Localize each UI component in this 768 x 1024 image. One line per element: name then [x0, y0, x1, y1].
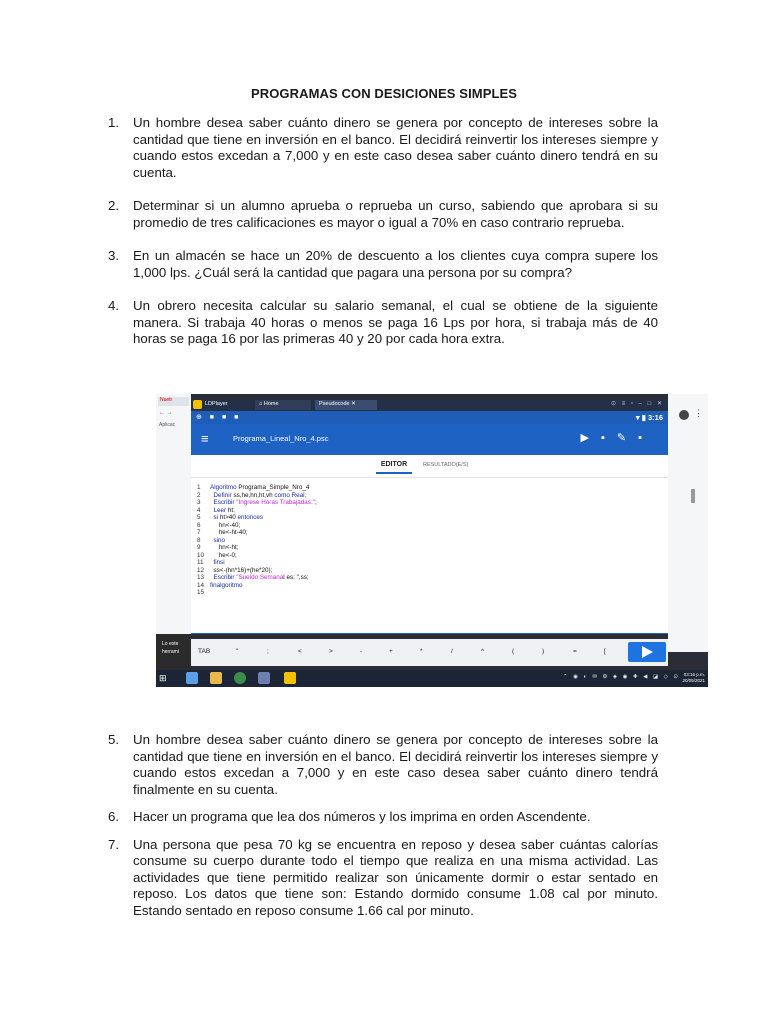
code-line	[197, 514, 317, 522]
clock-time: 03:16 p.m.	[683, 672, 705, 677]
key-button[interactable]: <	[298, 648, 302, 655]
code-token: finsi	[213, 559, 225, 566]
code-lines	[197, 484, 317, 597]
code-token: he<-ht-40;	[218, 529, 248, 536]
problem-text: Determinar si un alumno aprueba o reprueba un curso, sabiendo que aprobara si su promedio de tres calificaciones es mayor o igual a 70% en caso contrario reprueba.	[133, 198, 658, 230]
line-number: 8	[197, 536, 201, 544]
line-number: 10	[197, 551, 205, 559]
code-line	[197, 537, 317, 545]
background-browser	[156, 394, 191, 652]
code-line	[197, 567, 317, 575]
problem-number: 5.	[108, 732, 120, 747]
line-number: 7	[197, 529, 201, 536]
browser-apps-label: Aplicac	[159, 422, 176, 428]
problem-text: Un hombre desea saber cuánto dinero se genera por concepto de intereses sobre la cantidad que tiene en inversión en el banco. El decidirá reinvertir los intereses siempre y cuando estos excedan a 7,000 y en este caso desea saber cuánto dinero tendrá en su cuenta.	[133, 115, 658, 180]
line-number: 5	[197, 514, 201, 521]
code-token: Leer	[213, 506, 228, 514]
app-bar	[191, 424, 668, 455]
code-token: ss<-(hn*16)+(he*20);	[213, 566, 273, 574]
line-number: 11	[197, 559, 204, 566]
scrollbar	[691, 489, 695, 503]
emulator-titlebar	[191, 399, 668, 411]
line-number: 1	[197, 484, 201, 491]
background-browser-right	[668, 394, 708, 652]
code-line	[197, 589, 317, 597]
key-button[interactable]: ;	[267, 648, 269, 655]
line-number: 13	[197, 574, 205, 581]
key-button[interactable]: )	[542, 648, 545, 655]
problem-item	[108, 248, 658, 281]
code-token: hn<-ht;	[218, 544, 239, 551]
file-name: Programa_Lineal_Nro_4.psc	[233, 434, 329, 443]
problem-text: Un hombre desea saber cuánto dinero se genera por concepto de intereses sobre la cantidad que tiene en inversión en el banco. El decidirá reinvertir los intereses siempre y cuando estos excedan a 7,000 y en este caso desea saber cuánto dinero tendrá finalmente en su cuenta.	[133, 732, 658, 797]
problem-text: Un obrero necesita calcular su salario semanal, el cual se obtiene de la siguiente manera. Si trabaja 40 horas o menos se paga 16 Lps por hora, si trabaja más de 40 horas se paga 16 por las primeras 40 y 20 por cada hora extra.	[133, 298, 658, 346]
code-indent	[210, 544, 219, 551]
code-token: entonces	[237, 514, 264, 521]
code-line	[197, 559, 317, 567]
toolbar-actions[interactable]: ▶▪✎▪	[580, 432, 654, 444]
key-button[interactable]: TAB	[198, 648, 211, 655]
avatar	[679, 410, 689, 420]
code-indent	[210, 522, 219, 529]
code-token: Definir	[213, 491, 234, 499]
problem-number: 6.	[108, 809, 120, 824]
windows-taskbar	[156, 670, 708, 687]
menu-icon[interactable]: ≡	[201, 431, 209, 446]
line-number: 4	[197, 506, 201, 514]
tab-pseudocode-label: Pseudocode	[319, 401, 350, 407]
problem-item	[108, 115, 658, 181]
key-button[interactable]: =	[573, 648, 577, 655]
code-token: Algoritmo	[210, 484, 239, 491]
problem-number: 3.	[108, 248, 120, 263]
code-token: como Real;	[274, 491, 307, 499]
line-number: 14	[197, 581, 205, 589]
problem-number: 7.	[108, 836, 120, 852]
key-button[interactable]: +	[389, 648, 393, 655]
browser-nav-arrows: ← →	[159, 410, 173, 416]
problem-list-top	[108, 115, 658, 365]
code-token: ss,he,hn,ht,vh	[233, 491, 275, 499]
problem-item	[108, 298, 658, 348]
status-icons: ⊕ ■ ■ ■	[196, 414, 242, 421]
line-number: 9	[197, 544, 201, 551]
system-tray[interactable]: ⌃ ◉ ◐ ✉ ⚙ ◈ ◉ ✚ ◀ ◪ ◇ ⊙	[563, 674, 680, 680]
editor-underline	[191, 633, 668, 634]
code-line	[197, 492, 317, 500]
problem-item	[108, 837, 658, 920]
code-line	[197, 507, 317, 515]
tab-home[interactable]: ⌂ Home	[255, 400, 311, 410]
problem-number: 4.	[108, 298, 120, 313]
key-button[interactable]: "	[236, 648, 239, 655]
problem-number: 2.	[108, 198, 120, 213]
code-indent	[210, 529, 219, 536]
problem-item	[108, 732, 658, 798]
line-number: 15	[197, 589, 205, 596]
window-controls[interactable]: ⊙ ≡ ▫ – □ ✕	[611, 401, 664, 407]
code-editor[interactable]	[191, 478, 668, 634]
code-line	[197, 529, 317, 537]
code-line	[197, 544, 317, 552]
browser-tab: Nuetr	[158, 397, 189, 406]
key-button[interactable]: (	[512, 648, 515, 655]
line-number: 12	[197, 566, 205, 574]
folder-icon[interactable]	[210, 672, 222, 684]
clock-date: 20/05/2021	[682, 678, 705, 683]
problem-list-bottom	[108, 732, 658, 930]
key-button[interactable]: *	[420, 648, 423, 655]
problem-item	[108, 809, 658, 826]
code-token: l es: ",ss;	[283, 574, 309, 581]
editor-tabs	[191, 455, 668, 478]
code-token: he<-0;	[218, 551, 237, 559]
key-button[interactable]: >	[329, 648, 333, 655]
problem-number: 1.	[108, 115, 120, 130]
code-token: "Ingrese Horas Trabajadas:"	[236, 499, 315, 506]
app-icon[interactable]	[258, 672, 270, 684]
code-token: ;	[314, 499, 317, 506]
app-screenshot	[156, 394, 708, 687]
more-icon: ⋮	[694, 408, 703, 418]
line-number: 3	[197, 499, 201, 506]
clock	[682, 672, 705, 684]
key-button[interactable]: /	[451, 648, 453, 655]
chrome-icon[interactable]	[234, 672, 246, 684]
notice-panel	[156, 634, 191, 672]
line-number: 6	[197, 521, 201, 529]
problem-item	[108, 198, 658, 231]
code-token: hn<-40;	[218, 521, 241, 529]
code-token: finalgoritmo	[210, 581, 243, 589]
ldplayer-logo-icon	[193, 400, 202, 409]
key-button[interactable]: ^	[481, 648, 485, 655]
code-indent	[210, 552, 219, 559]
notice-line: Lo este	[162, 641, 179, 647]
code-token: ht;	[227, 506, 235, 514]
emulator-name: LDPlayer	[205, 401, 228, 407]
tab-result[interactable]: RESULTADO(E/S)	[423, 462, 469, 468]
problem-text: En un almacén se hace un 20% de descuento a los clientes cuya compra supere los 1,000 lps. ¿Cuál será la cantidad que pagara una persona por su compra?	[133, 248, 658, 280]
code-token: si	[213, 514, 220, 521]
tab-editor[interactable]: EDITOR	[376, 461, 412, 474]
windows-start-icon[interactable]: ⊞	[159, 673, 167, 683]
symbol-keyboard	[191, 639, 668, 666]
android-status-bar	[191, 411, 668, 424]
code-line	[197, 582, 317, 590]
code-line	[197, 574, 317, 582]
code-line	[197, 552, 317, 560]
line-number: 2	[197, 491, 201, 499]
code-token: sino	[213, 536, 226, 544]
tab-home-label: Home	[263, 401, 279, 407]
status-time-text: 3:16	[647, 413, 663, 422]
code-line	[197, 522, 317, 530]
page-title: PROGRAMAS CON DESICIONES SIMPLES	[250, 86, 518, 101]
status-time: ▾ ▮ 3:16	[635, 413, 663, 422]
code-token: Programa_Simple_Nro_4	[238, 484, 310, 491]
code-token: Escribir	[213, 574, 237, 581]
problem-text: Una persona que pesa 70 kg se encuentra en reposo y desea saber cuántas calorías consume su cuerpo durante todo el tiempo que realiza en una misma actividad. Las actividades que tiene permitido realizar son únicamente dormir o estar sentado en reposo. Los datos que tiene son: Estando dormido consume 1.08 cal por minuto. Estando sentado en reposo consume 1.66 cal por minuto.	[133, 836, 658, 918]
tab-pseudocode[interactable]: Pseudocode ✕	[315, 400, 377, 410]
code-line	[197, 499, 317, 507]
code-token: ht>40	[219, 514, 238, 521]
code-token: Escribir	[213, 499, 237, 506]
problem-text: Hacer un programa que lea dos números y los imprima en orden Ascendente.	[133, 809, 591, 824]
ldplayer-taskbar-icon[interactable]	[284, 672, 296, 684]
key-button[interactable]: -	[360, 648, 363, 655]
file-explorer-icon[interactable]	[186, 672, 198, 684]
code-line	[197, 484, 317, 492]
run-button[interactable]	[628, 642, 666, 662]
notice-line: herrami	[162, 649, 179, 655]
key-button[interactable]: [	[604, 648, 606, 655]
code-token: "Sueldo Semana	[236, 574, 284, 581]
